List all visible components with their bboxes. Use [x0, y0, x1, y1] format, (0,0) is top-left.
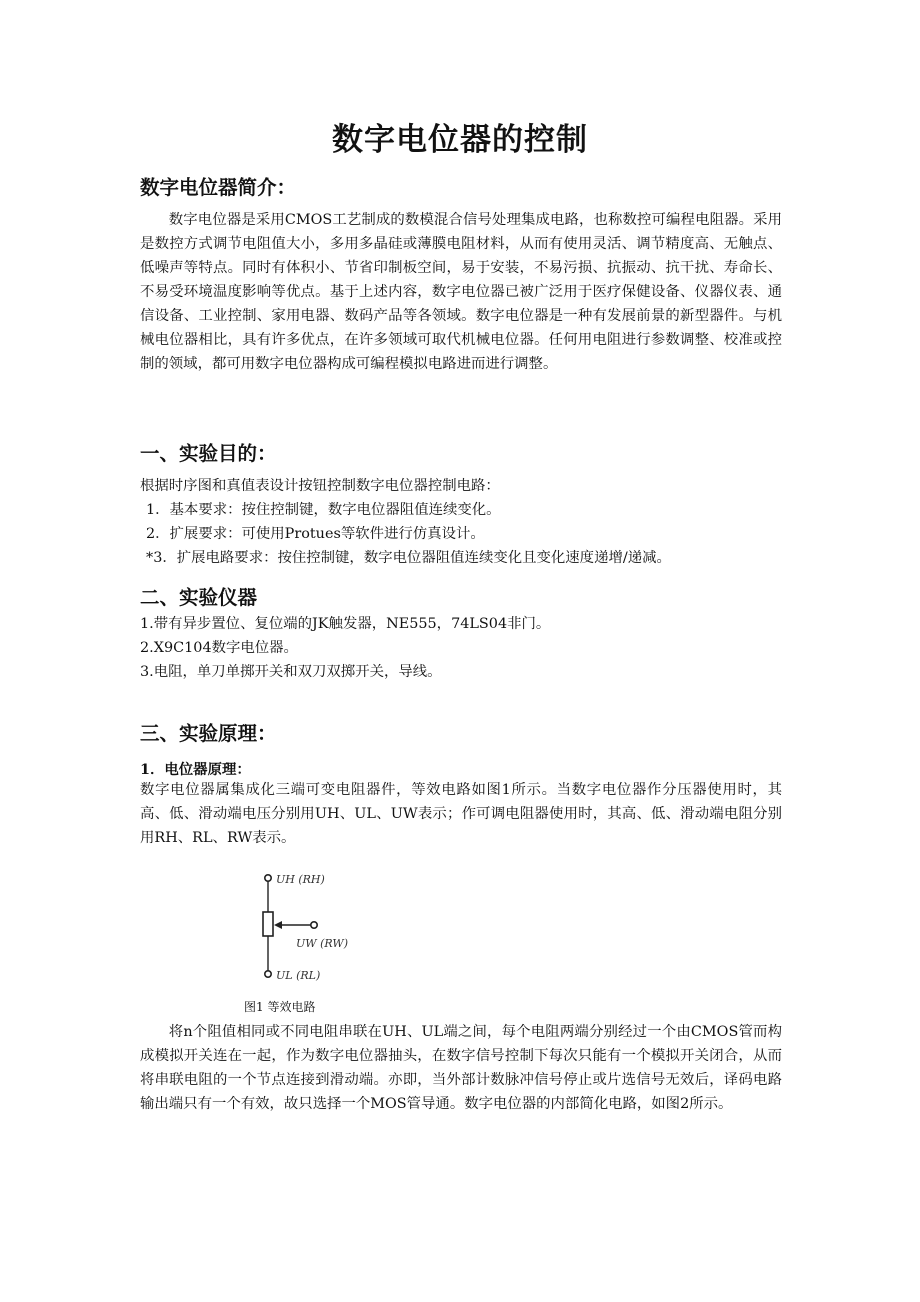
section2-heading: 二、实验仪器: [140, 586, 258, 609]
section3-heading: 三、实验原理：: [140, 722, 277, 745]
figure-caption: 图1 等效电路: [244, 1000, 316, 1014]
intro-heading: 数字电位器简介：: [140, 176, 297, 199]
section1-heading: 一、实验目的：: [140, 442, 277, 465]
equivalent-circuit-figure: [258, 868, 368, 988]
section3-subheading: 1．电位器原理：: [140, 761, 251, 778]
wiper-arrow: [274, 921, 282, 929]
section3-paragraph1: 数字电位器属集成化三端可变电阻器件，等效电路如图1所示。当数字电位器作分压器使用时，其高、低、滑动端电压分别用UH、UL、UW表示；作可调电阻器使用时，其高、低、滑动端电阻分别用RH、RL、RW表示。: [140, 782, 782, 846]
terminal-low: [265, 971, 271, 977]
section1-lead: 根据时序图和真值表设计按钮控制数字电位器控制电路：: [140, 478, 500, 494]
intro-paragraph: 数字电位器是采用CMOS工艺制成的数模混合信号处理集成电路，也称数控可编程电阻器。采用是数控方式调节电阻值大小，多用多晶硅或薄膜电阻材料，从而有使用灵活、调节精度高、无触点、低噪声等特点。同时有体积小、节省印制板空间，易于安装，不易污损、抗振动、抗干扰、寿命长、不易受环境温度影响等优点。基于上述内容，数字电位器已被广泛用于医疗保健设备、仪器仪表、通信设备、工业控制、家用电器、数码产品等各领域。数字电位器是一种有发展前景的新型器件。与机械电位器相比，具有许多优点，在许多领域可取代机械电位器。任何用电阻进行参数调整、校准或控制的领域，都可用数字电位器构成可编程模拟电路进而进行调整。: [140, 212, 782, 372]
page-title: 数字电位器的控制: [332, 122, 588, 158]
section2-item: 3.电阻，单刀单掷开关和双刀双掷开关，导线。: [140, 664, 442, 680]
label-high: UH (RH): [276, 873, 325, 886]
section2-item: 1.带有异步置位、复位端的JK触发器，NE555，74LS04非门。: [140, 616, 551, 632]
section1-item: 2．扩展要求：可使用Protues等软件进行仿真设计。: [146, 526, 485, 542]
section1-item: *3．扩展电路要求：按住控制键，数字电位器阻值连续变化且变化速度递增/递减。: [146, 550, 671, 566]
resistor-body: [263, 912, 273, 936]
terminal-high: [265, 875, 271, 881]
label-wiper: UW (RW): [296, 937, 349, 950]
section1-item: 1．基本要求：按住控制键，数字电位器阻值连续变化。: [146, 502, 501, 518]
section2-item: 2.X9C104数字电位器。: [140, 640, 298, 656]
label-low: UL (RL): [276, 969, 321, 982]
section3-paragraph2: 将n个阻值相同或不同电阻串联在UH、UL端之间，每个电阻两端分别经过一个由CMOS管而构成模拟开关连在一起，作为数字电位器抽头，在数字信号控制下每次只能有一个模拟开关闭合，从而将串联电阻的一个节点连接到滑动端。亦即，当外部计数脉冲信号停止或片选信号无效后，译码电路输出端只有一个有效，故只选择一个MOS管导通。数字电位器的内部简化电路，如图2所示。: [140, 1024, 782, 1112]
terminal-wiper: [311, 922, 317, 928]
